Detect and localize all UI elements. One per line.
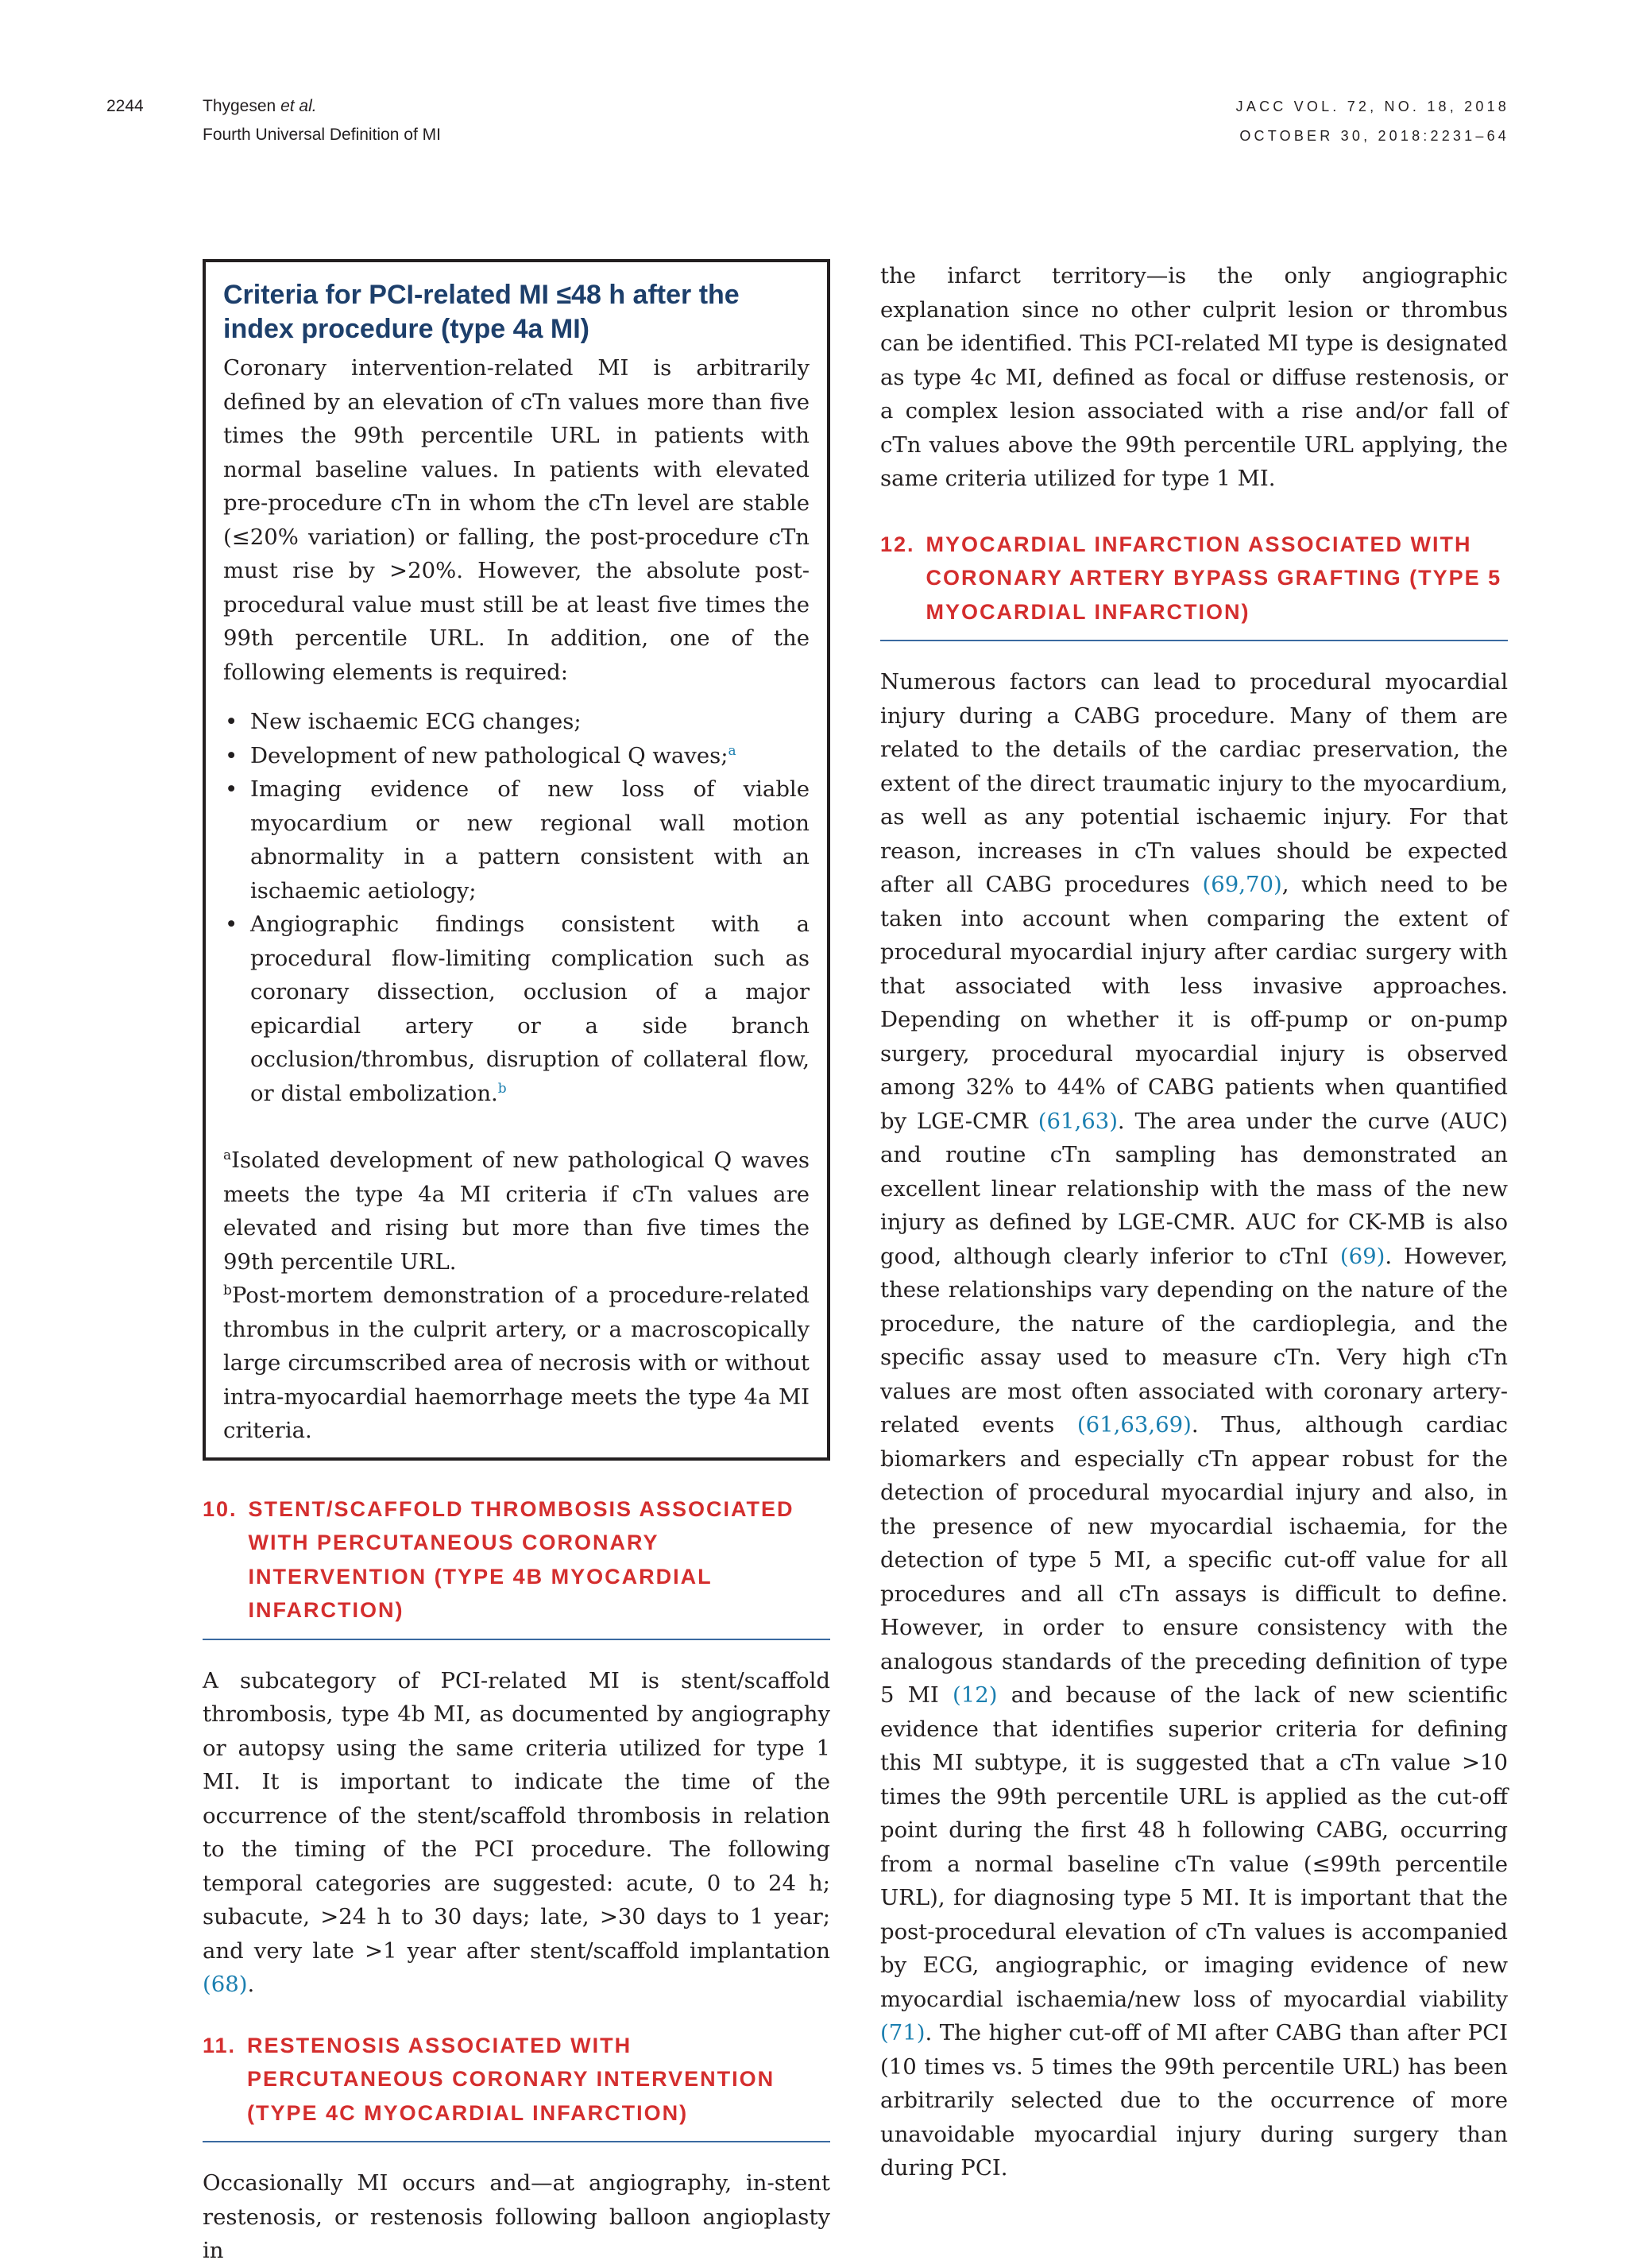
running-title: Fourth Universal Definition of MI (203, 126, 441, 144)
citation-link[interactable]: (61,63) (1038, 1108, 1118, 1134)
criteria-box (203, 259, 830, 1461)
section-10-title: STENT/SCAFFOLD THROMBOSIS ASSOCIATED WITH PERCUTANEOUS CORONARY INTERVENTION (TYPE 4B MYOCARDIAL INFARCTION) (248, 1496, 794, 1622)
journal-line-1: JACC VOL. 72, NO. 18, 2018 (1235, 99, 1509, 114)
section-10-text: A subcategory of PCI-related MI is stent/scaffold thrombosis, type 4b MI, as documented by angiography or autopsy using the same criteria utilized for type 1 MI. It is important to indicate the time of the occurrence of the stent/scaffold thrombosis in relation to the timing of the PCI procedure. The following temporal categories are suggested: acute, 0 to 24 h; subacute, >24 h to 30 days; late, >30 days to 1 year; and very late >1 year after stent/scaffold implantation (203, 1667, 830, 1964)
section-11-continuation: the infarct territory—is the only angiographic explanation since no other culprit lesion or thrombus can be identified. This PCI-related MI type is designated as type 4c MI, defined as focal or diffuse restenosis, or a complex lesion associated with a rise and/or fall of cTn values above the 99th percentile URL applying, the same criteria utilized for type 1 MI. (880, 263, 1508, 491)
criteria-footnotes (223, 1144, 810, 1448)
section-12-number: 12. (880, 532, 915, 556)
criteria-item (223, 739, 810, 773)
section-10-heading (203, 1492, 830, 1627)
citation-link[interactable]: (12) (953, 1682, 998, 1708)
citation-link[interactable]: (61,63,69) (1076, 1412, 1192, 1438)
footnote-b-text: Post-mortem demonstration of a procedure-related thrombus in the culprit artery, or a macroscopically large circumscribed area of necrosis with or without intra-myocardial haemorrhage meets the type 4a MI criteria. (223, 1283, 810, 1443)
criteria-item (223, 772, 810, 908)
authors-name: Thygesen (203, 97, 276, 115)
section-12-title: MYOCARDIAL INFARCTION ASSOCIATED WITH CORONARY ARTERY BYPASS GRAFTING (TYPE 5 MYOCARDIAL INFARCTION) (926, 532, 1502, 624)
section-12-paragraph (880, 665, 1508, 2185)
running-head (203, 92, 441, 149)
criteria-item-text: Development of new pathological Q waves; (250, 742, 728, 768)
section-10-paragraph (203, 1664, 830, 2002)
authors-line (203, 92, 441, 121)
body-text: and because of the lack of new scientific evidence that identifies superior criteria for defining this MI subtype, it is suggested that a cTn value >10 times the 99th percentile URL is applied as the cut-off point during the first 48 h following CABG, occurring from a normal baseline cTn value (≤99th percentile URL), for diagnosing type 5 MI. It is important that the post-procedural elevation of cTn values is accompanied by ECG, angiographic, or imaging evidence of new myocardial ischaemia/new loss of myocardial viability (880, 1682, 1508, 2012)
citation-link[interactable]: (68) (203, 1972, 248, 1997)
criteria-item-text: New ischaemic ECG changes; (250, 709, 582, 734)
section-11-number: 11. (203, 2033, 237, 2057)
criteria-item-text: Angiographic findings consistent with a procedural flow-limiting complication such as coronary dissection, occlusion of a major epicardial artery or a side branch occlusion/thrombus, disruption of collateral flow, or distal embolization. (250, 911, 810, 1106)
footnote-b-marker: b (223, 1283, 232, 1298)
journal-line-2: OCTOBER 30, 2018:2231–64 (1239, 128, 1509, 144)
criteria-box-intro: Coronary intervention-related MI is arbitrarily defined by an elevation of cTn values more than five times the 99th percentile URL in patients with normal baseline values. In patients with elevated pre-procedure cTn in whom the cTn level are stable (≤20% variation) or falling, the post-procedure cTn must rise by >20%. However, the absolute post-procedural value must still be at least five times the 99th percentile URL. In addition, one of the following elements is required: (223, 355, 810, 685)
section-divider (880, 640, 1508, 641)
footnote-b (223, 1279, 810, 1448)
footnote-a-text: Isolated development of new pathological Q waves meets the type 4a MI criteria if cTn values are elevated and rising but more than five times the 99th percentile URL. (223, 1148, 810, 1275)
citation-link[interactable]: (71) (880, 2020, 926, 2045)
footnote-a (223, 1144, 810, 1279)
criteria-item (223, 908, 810, 1110)
section-divider (203, 2141, 830, 2142)
section-11-paragraph: Occasionally MI occurs and—at angiography, in-stent restenosis, or restenosis following balloon angioplasty in (203, 2170, 830, 2263)
criteria-box-title: Criteria for PCI-related MI ≤48 h after the index procedure (type 4a MI) (223, 280, 740, 344)
body-text: . Thus, although cardiac biomarkers and especially cTn appear robust for the detection of procedural myocardial injury and also, in the presence of new myocardial ischaemia, for the detection of type 5 MI, a specific cut-off value for all procedures and all cTn assays is difficult to define. However, in order to ensure consistency with the analogous standards of the preceding definition of type 5 MI (880, 1412, 1508, 1708)
criteria-item (223, 705, 810, 739)
criteria-item-text: Imaging evidence of new loss of viable myocardium or new regional wall motion abnormality in a pattern consistent with an ischaemic aetiology; (250, 776, 810, 904)
body-text: . The area under the curve (AUC) and routine cTn sampling has demonstrated an excellent linear relationship with the mass of the new injury as defined by LGE-CMR. AUC for CK-MB is also good, although clearly inferior to cTnI (880, 1108, 1508, 1269)
footnote-a-marker: a (223, 1148, 232, 1163)
body-text: . However, these relationships vary depending on the nature of the procedure, the nature of the cardioplegia, and the specific assay used to measure cTn. Very high cTn values are most often associated with coronary artery-related events (880, 1243, 1508, 1438)
right-column (880, 259, 1508, 2185)
body-text: , which need to be taken into account when comparing the extent of procedural myocardial injury after cardiac surgery with that associated with less invasive approaches. Depending on whether it is off-pump or on-pump surgery, procedural myocardial injury is observed among 32% to 44% of CABG patients when quantified by LGE-CMR (880, 872, 1508, 1134)
section-11-title: RESTENOSIS ASSOCIATED WITH PERCUTANEOUS CORONARY INTERVENTION (TYPE 4C MYOCARDIAL INFARCTION) (247, 2033, 775, 2125)
citation-link[interactable]: (69,70) (1202, 872, 1282, 897)
footnote-b-link[interactable]: b (497, 1080, 507, 1097)
body-text: . The higher cut-off of MI after CABG than after PCI (10 times vs. 5 times the 99th percentile URL) has been arbitrarily selected due to the occurrence of more unavoidable myocardial injury during surgery than during PCI. (880, 2020, 1508, 2181)
left-column (203, 259, 830, 2268)
body-text: Numerous factors can lead to procedural myocardial injury during a CABG procedure. Many of them are related to the details of the cardiac preservation, the extent of the direct traumatic injury to the myocardium, as well as any potential ischaemic injury. For that reason, increases in cTn values should be expected after all CABG procedures (880, 669, 1508, 897)
criteria-list (223, 705, 810, 1110)
footnote-a-link[interactable]: a (728, 742, 736, 759)
authors-suffix: et al. (280, 97, 317, 115)
section-10-number: 10. (203, 1496, 238, 1521)
section-divider (203, 1639, 830, 1640)
journal-citation (1236, 92, 1509, 151)
citation-link[interactable]: (69) (1339, 1243, 1385, 1269)
page-number: 2244 (106, 97, 144, 115)
section-12-heading (880, 528, 1508, 629)
section-11-heading (203, 2029, 830, 2131)
section-10-end: . (247, 1972, 255, 1997)
